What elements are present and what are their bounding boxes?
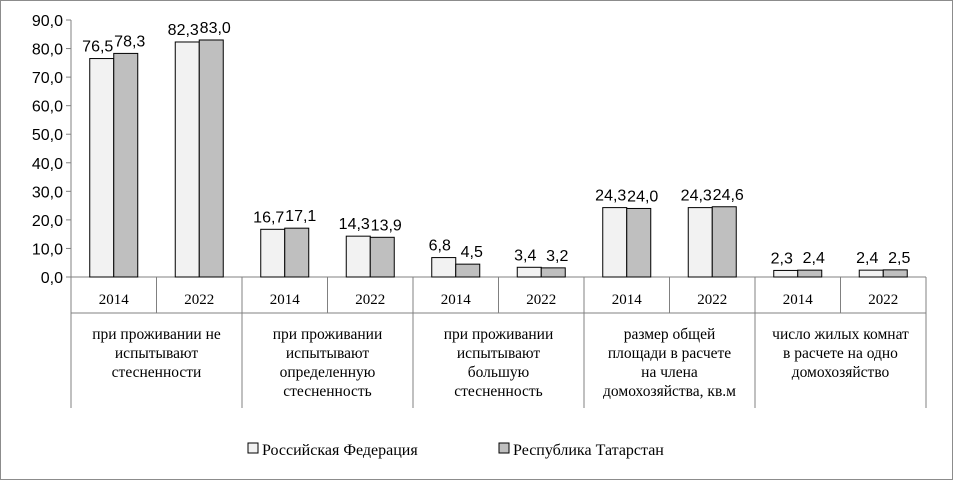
year-label: 2014 — [611, 292, 642, 308]
group-label-line: при проживании не — [92, 326, 221, 343]
bar-rt — [199, 40, 223, 277]
data-label: 6,8 — [428, 237, 451, 255]
group-label-line: большую — [467, 364, 530, 381]
year-label: 2014 — [782, 292, 813, 308]
data-label: 4,5 — [460, 244, 483, 262]
data-label: 16,7 — [253, 209, 285, 227]
y-tick-label: 20,0 — [31, 212, 63, 230]
legend-swatch-rt — [499, 443, 509, 453]
data-label: 14,3 — [338, 216, 370, 234]
year-label: 2014 — [269, 292, 300, 308]
bar-rf — [603, 208, 627, 277]
bar-rt — [370, 237, 394, 277]
bar-rf — [432, 258, 456, 277]
group-label-line: домохозяйства, кв.м — [603, 383, 736, 400]
data-label: 24,3 — [680, 187, 712, 205]
bar-rf — [774, 270, 798, 277]
data-label: 3,4 — [514, 247, 537, 265]
group-label-line: испытывают — [456, 345, 541, 362]
year-label: 2022 — [184, 292, 215, 308]
data-label: 2,4 — [856, 250, 879, 268]
group-label-line: испытывают — [114, 345, 199, 362]
data-label: 78,3 — [114, 33, 146, 51]
bar-rt — [627, 208, 651, 277]
y-tick-label: 60,0 — [31, 98, 63, 116]
bar-rf — [859, 270, 883, 277]
legend-swatch-rf — [248, 443, 258, 453]
bar-rt — [541, 268, 565, 277]
group-label-line: при проживании — [272, 326, 383, 343]
year-label: 2022 — [697, 292, 728, 308]
group-label-line: при проживании — [443, 326, 554, 343]
bar-rt — [285, 228, 309, 277]
bar-rf — [175, 42, 199, 277]
bar-rf — [517, 267, 541, 277]
bar-rt — [456, 264, 480, 277]
bar-rt — [883, 270, 907, 277]
year-label: 2022 — [526, 292, 557, 308]
data-label: 24,3 — [595, 187, 627, 205]
data-label: 17,1 — [285, 208, 317, 226]
data-label: 3,2 — [546, 247, 569, 265]
bar-rt — [712, 207, 736, 277]
bar-rf — [90, 59, 114, 277]
group-label-line: стесненность — [454, 383, 543, 400]
data-label: 76,5 — [82, 38, 114, 56]
bar-rt — [798, 270, 822, 277]
data-label: 83,0 — [199, 19, 231, 37]
y-tick-label: 10,0 — [31, 241, 63, 259]
group-label-line: на члена — [641, 364, 698, 381]
bar-rf — [346, 236, 370, 277]
group-label-line: стесненность — [283, 383, 372, 400]
bar-chart — [1, 1, 952, 479]
bar-rf — [688, 208, 712, 277]
year-label: 2014 — [440, 292, 471, 308]
bar-rt — [114, 53, 138, 277]
group-label-line: испытывают — [285, 345, 370, 362]
group-label-line: число жилых комнат — [772, 326, 909, 343]
y-tick-label: 40,0 — [31, 155, 63, 173]
group-label-line: в расчете на одно — [783, 345, 898, 362]
data-label: 13,9 — [370, 217, 402, 235]
legend-label-rt: Республика Татарстан — [513, 442, 664, 459]
group-label-line: определенную — [279, 364, 376, 381]
group-label-line: домохозяйство — [791, 364, 890, 381]
year-label: 2022 — [355, 292, 386, 308]
data-label: 2,3 — [770, 250, 793, 268]
y-tick-label: 70,0 — [31, 70, 63, 88]
data-label: 82,3 — [167, 21, 199, 39]
group-label-line: площади в расчете — [607, 345, 732, 362]
y-tick-label: 50,0 — [31, 127, 63, 145]
legend-label-rf: Российская Федерация — [262, 442, 418, 459]
data-label: 2,5 — [888, 249, 911, 267]
bar-rf — [261, 229, 285, 277]
data-label: 24,0 — [627, 188, 659, 206]
group-label-line: стесненности — [111, 364, 202, 381]
y-tick-label: 30,0 — [31, 184, 63, 202]
data-label: 2,4 — [802, 250, 825, 268]
year-label: 2022 — [868, 292, 899, 308]
data-label: 24,6 — [712, 186, 744, 204]
y-tick-label: 80,0 — [31, 41, 63, 59]
year-label: 2014 — [98, 292, 129, 308]
y-tick-label: 0,0 — [40, 270, 63, 287]
group-label-line: размер общей — [623, 326, 716, 343]
y-tick-label: 90,0 — [31, 13, 63, 30]
